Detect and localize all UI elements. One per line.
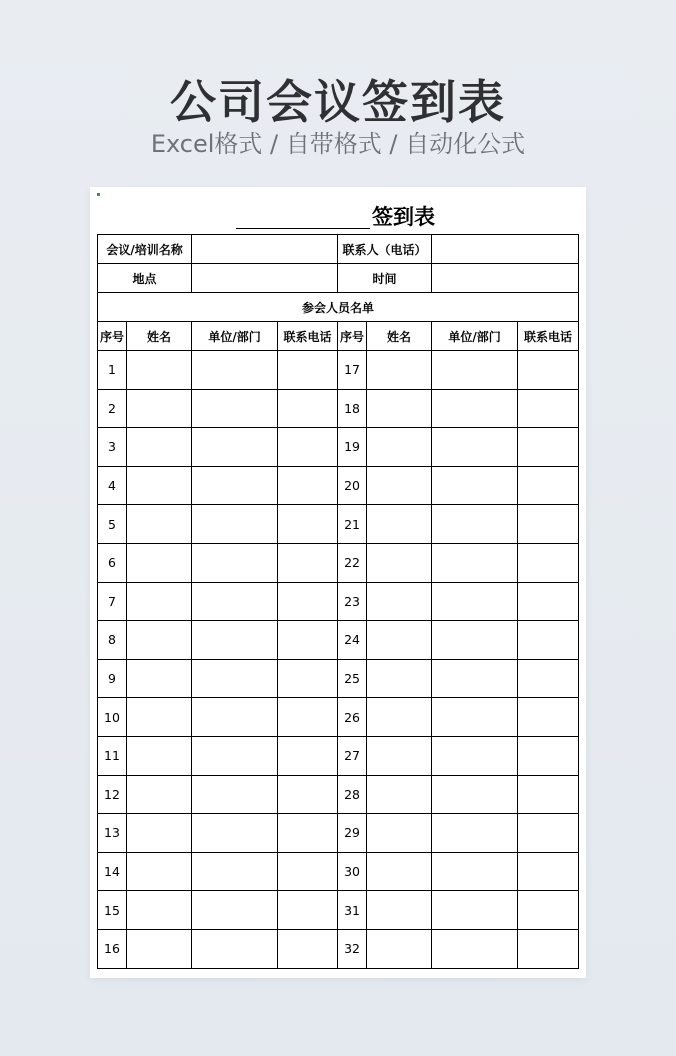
row-number: 19	[338, 428, 367, 467]
department-cell[interactable]	[192, 505, 278, 544]
name-cell[interactable]	[127, 505, 192, 544]
phone-cell[interactable]	[278, 389, 338, 428]
name-cell[interactable]	[127, 582, 192, 621]
info-row-meeting	[98, 235, 579, 264]
row-number: 7	[98, 582, 127, 621]
table-row	[98, 505, 579, 544]
row-number: 1	[98, 351, 127, 390]
table-row	[98, 736, 579, 775]
row-number: 17	[338, 351, 367, 390]
phone-cell[interactable]	[278, 775, 338, 814]
signin-table	[97, 234, 579, 969]
section-row	[98, 293, 579, 322]
section-title: 参会人员名单	[98, 293, 579, 322]
name-cell[interactable]	[127, 389, 192, 428]
column-header: 姓名	[127, 322, 192, 351]
column-header: 序号	[338, 322, 367, 351]
phone-cell[interactable]	[278, 582, 338, 621]
phone-cell[interactable]	[278, 891, 338, 930]
row-number: 22	[338, 543, 367, 582]
row-number: 15	[98, 891, 127, 930]
name-cell[interactable]	[127, 659, 192, 698]
row-number: 23	[338, 582, 367, 621]
name-cell[interactable]	[367, 775, 432, 814]
phone-cell[interactable]	[518, 351, 579, 390]
department-cell[interactable]	[432, 582, 518, 621]
department-cell[interactable]	[192, 929, 278, 968]
row-number: 5	[98, 505, 127, 544]
phone-cell[interactable]	[518, 389, 579, 428]
department-cell[interactable]	[432, 351, 518, 390]
time-label: 时间	[338, 264, 432, 293]
table-row	[98, 582, 579, 621]
phone-cell[interactable]	[278, 929, 338, 968]
row-number: 8	[98, 621, 127, 660]
name-cell[interactable]	[127, 543, 192, 582]
time-cell[interactable]	[432, 264, 579, 293]
column-header: 联系电话	[518, 322, 579, 351]
row-number: 26	[338, 698, 367, 737]
table-row	[98, 852, 579, 891]
phone-cell[interactable]	[518, 428, 579, 467]
table-row	[98, 891, 579, 930]
row-number: 2	[98, 389, 127, 428]
department-cell[interactable]	[432, 621, 518, 660]
table-row	[98, 466, 579, 505]
department-cell[interactable]	[432, 891, 518, 930]
department-cell[interactable]	[432, 466, 518, 505]
table-row	[98, 621, 579, 660]
table-row	[98, 698, 579, 737]
department-cell[interactable]	[432, 852, 518, 891]
phone-cell[interactable]	[278, 428, 338, 467]
row-number: 11	[98, 736, 127, 775]
row-number: 27	[338, 736, 367, 775]
phone-cell[interactable]	[278, 466, 338, 505]
row-number: 31	[338, 891, 367, 930]
phone-cell[interactable]	[278, 351, 338, 390]
info-row-location	[98, 264, 579, 293]
row-number: 28	[338, 775, 367, 814]
title-blank-line[interactable]	[236, 204, 370, 229]
phone-cell[interactable]	[278, 621, 338, 660]
department-cell[interactable]	[192, 659, 278, 698]
table-row	[98, 389, 579, 428]
department-cell[interactable]	[192, 428, 278, 467]
phone-cell[interactable]	[518, 852, 579, 891]
department-cell[interactable]	[192, 891, 278, 930]
name-cell[interactable]	[367, 351, 432, 390]
phone-cell[interactable]	[278, 505, 338, 544]
name-cell[interactable]	[127, 814, 192, 853]
name-cell[interactable]	[367, 466, 432, 505]
table-row	[98, 814, 579, 853]
attendee-rows	[98, 351, 579, 969]
table-row	[98, 659, 579, 698]
location-label: 地点	[98, 264, 192, 293]
department-cell[interactable]	[192, 543, 278, 582]
phone-cell[interactable]	[518, 621, 579, 660]
name-cell[interactable]	[367, 389, 432, 428]
department-cell[interactable]	[192, 466, 278, 505]
column-header: 单位/部门	[192, 322, 278, 351]
phone-cell[interactable]	[518, 736, 579, 775]
phone-cell[interactable]	[518, 814, 579, 853]
department-cell[interactable]	[432, 428, 518, 467]
meeting-name-cell[interactable]	[192, 235, 338, 264]
row-number: 16	[98, 929, 127, 968]
phone-cell[interactable]	[278, 698, 338, 737]
column-header: 联系电话	[278, 322, 338, 351]
name-cell[interactable]	[367, 582, 432, 621]
name-cell[interactable]	[127, 891, 192, 930]
name-cell[interactable]	[367, 621, 432, 660]
name-cell[interactable]	[127, 736, 192, 775]
phone-cell[interactable]	[278, 852, 338, 891]
column-header: 序号	[98, 322, 127, 351]
table-row	[98, 775, 579, 814]
name-cell[interactable]	[367, 543, 432, 582]
row-number: 6	[98, 543, 127, 582]
name-cell[interactable]	[367, 698, 432, 737]
name-cell[interactable]	[127, 351, 192, 390]
location-cell[interactable]	[192, 264, 338, 293]
column-header: 单位/部门	[432, 322, 518, 351]
department-cell[interactable]	[192, 351, 278, 390]
table-row	[98, 428, 579, 467]
row-number: 21	[338, 505, 367, 544]
row-number: 10	[98, 698, 127, 737]
row-number: 30	[338, 852, 367, 891]
phone-cell[interactable]	[518, 891, 579, 930]
department-cell[interactable]	[432, 775, 518, 814]
column-header-row	[98, 322, 579, 351]
cell-cursor-mark	[97, 193, 100, 196]
name-cell[interactable]	[367, 736, 432, 775]
department-cell[interactable]	[192, 775, 278, 814]
department-cell[interactable]	[432, 929, 518, 968]
row-number: 3	[98, 428, 127, 467]
department-cell[interactable]	[432, 659, 518, 698]
row-number: 24	[338, 621, 367, 660]
contact-cell[interactable]	[432, 235, 579, 264]
phone-cell[interactable]	[518, 505, 579, 544]
name-cell[interactable]	[367, 852, 432, 891]
sheet-title-text: 签到表	[372, 205, 435, 229]
department-cell[interactable]	[432, 543, 518, 582]
department-cell[interactable]	[192, 389, 278, 428]
name-cell[interactable]	[367, 814, 432, 853]
table-row	[98, 351, 579, 390]
table-row	[98, 543, 579, 582]
phone-cell[interactable]	[518, 466, 579, 505]
name-cell[interactable]	[367, 929, 432, 968]
phone-cell[interactable]	[278, 736, 338, 775]
row-number: 32	[338, 929, 367, 968]
phone-cell[interactable]	[518, 929, 579, 968]
name-cell[interactable]	[127, 428, 192, 467]
phone-cell[interactable]	[518, 543, 579, 582]
department-cell[interactable]	[192, 621, 278, 660]
phone-cell[interactable]	[518, 659, 579, 698]
department-cell[interactable]	[432, 736, 518, 775]
row-number: 29	[338, 814, 367, 853]
row-number: 4	[98, 466, 127, 505]
row-number: 14	[98, 852, 127, 891]
department-cell[interactable]	[432, 389, 518, 428]
department-cell[interactable]	[192, 698, 278, 737]
department-cell[interactable]	[432, 698, 518, 737]
name-cell[interactable]	[367, 428, 432, 467]
phone-cell[interactable]	[518, 582, 579, 621]
phone-cell[interactable]	[278, 659, 338, 698]
page-subtitle: Excel格式 / 自带格式 / 自动化公式	[150, 130, 526, 158]
sheet-title	[236, 201, 435, 229]
phone-cell[interactable]	[278, 814, 338, 853]
name-cell[interactable]	[367, 505, 432, 544]
name-cell[interactable]	[127, 698, 192, 737]
name-cell[interactable]	[127, 621, 192, 660]
name-cell[interactable]	[127, 852, 192, 891]
column-header: 姓名	[367, 322, 432, 351]
department-cell[interactable]	[432, 505, 518, 544]
contact-label: 联系人（电话）	[338, 235, 432, 264]
name-cell[interactable]	[127, 929, 192, 968]
name-cell[interactable]	[367, 659, 432, 698]
row-number: 20	[338, 466, 367, 505]
row-number: 9	[98, 659, 127, 698]
name-cell[interactable]	[127, 466, 192, 505]
table-row	[98, 929, 579, 968]
page-title: 公司会议签到表	[170, 75, 506, 129]
phone-cell[interactable]	[518, 698, 579, 737]
department-cell[interactable]	[192, 736, 278, 775]
name-cell[interactable]	[367, 891, 432, 930]
phone-cell[interactable]	[518, 775, 579, 814]
name-cell[interactable]	[127, 775, 192, 814]
department-cell[interactable]	[432, 814, 518, 853]
meeting-name-label: 会议/培训名称	[98, 235, 192, 264]
spreadsheet-preview	[90, 187, 586, 978]
row-number: 18	[338, 389, 367, 428]
department-cell[interactable]	[192, 852, 278, 891]
row-number: 25	[338, 659, 367, 698]
row-number: 13	[98, 814, 127, 853]
row-number: 12	[98, 775, 127, 814]
department-cell[interactable]	[192, 814, 278, 853]
department-cell[interactable]	[192, 582, 278, 621]
phone-cell[interactable]	[278, 543, 338, 582]
